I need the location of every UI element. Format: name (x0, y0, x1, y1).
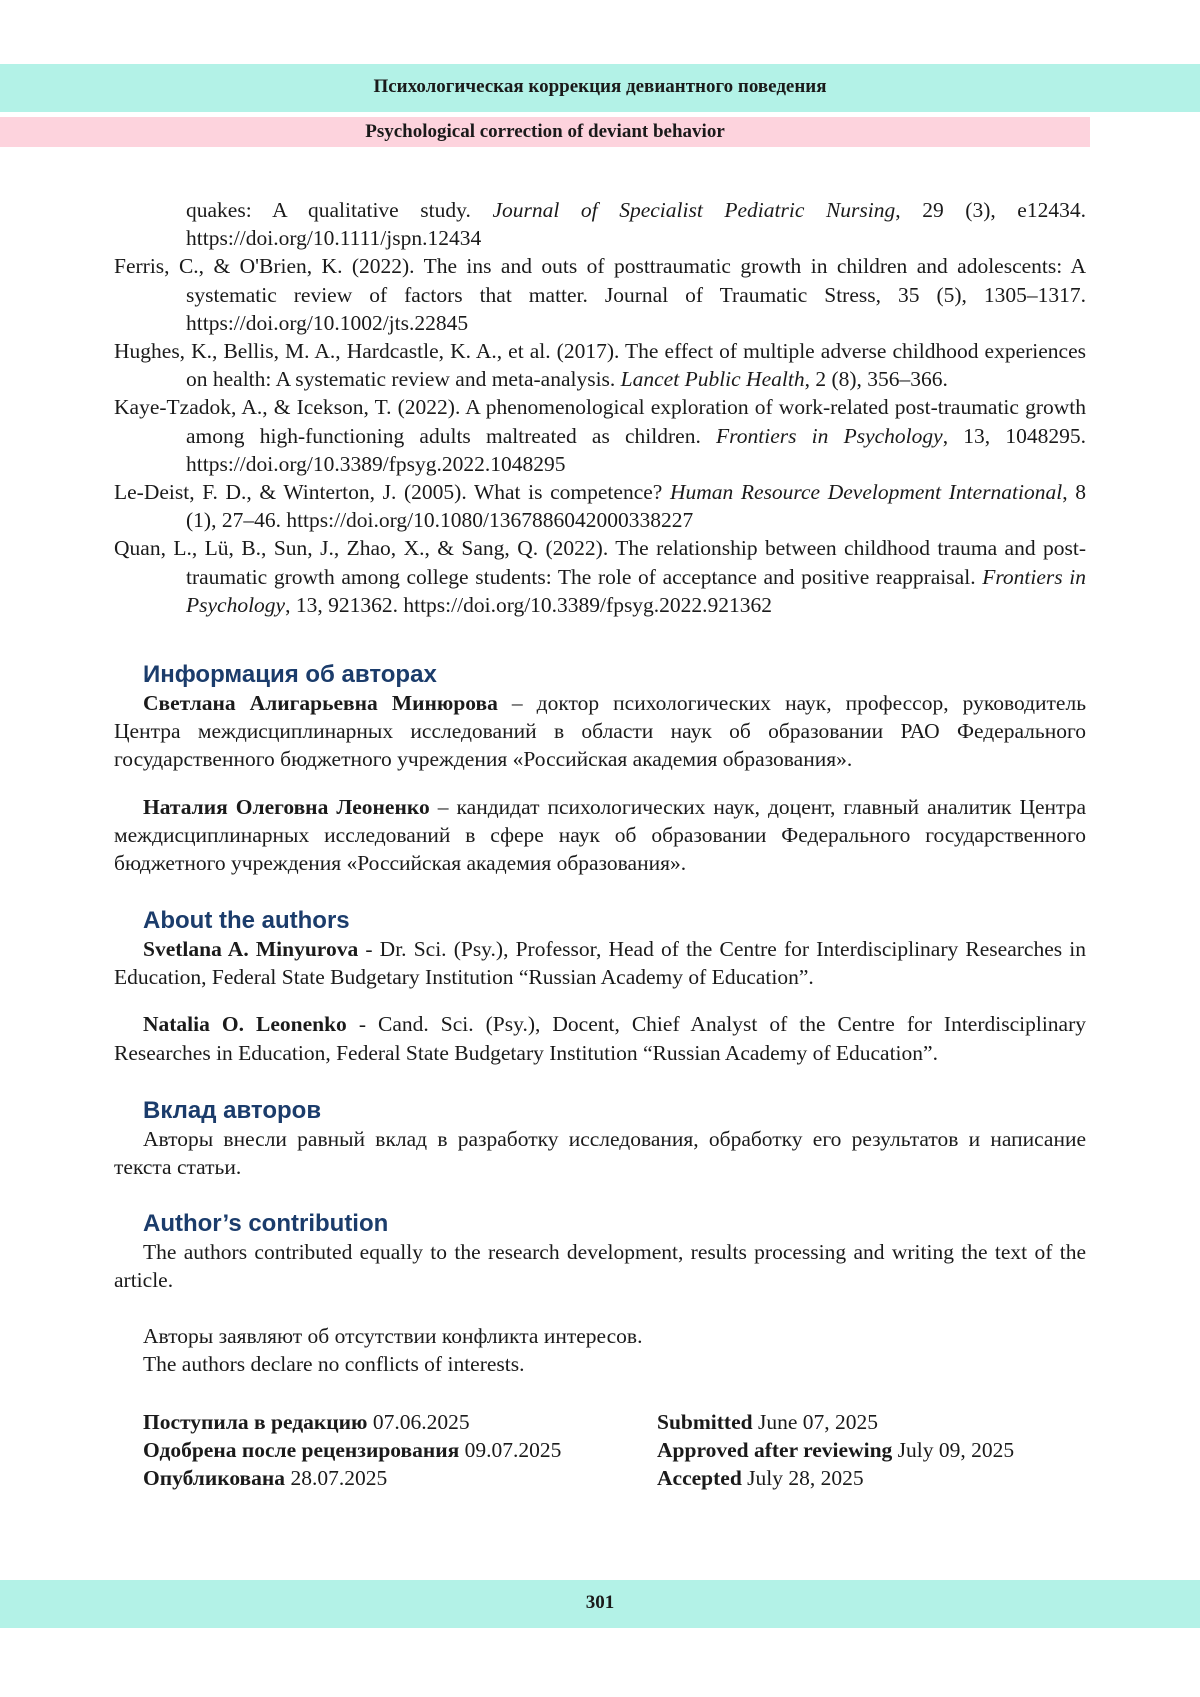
author-bio: Светлана Алигарьевна Минюрова – доктор психологических наук, профессор, руководитель Центра междисциплинарных исследований в области наук об образовании РАО Федерального государственного бюджетного учреждения «Российская академия образования». (114, 691, 1087, 772)
date-row: Опубликована 28.07.2025 (143, 1466, 388, 1491)
author-name: Natalia O. Leonenko (143, 1012, 347, 1037)
author-name: Наталия Олеговна Леоненко (143, 794, 430, 819)
section-heading: Author’s contribution (143, 1210, 389, 1237)
section-heading: Информация об авторах (143, 661, 437, 688)
reference-item: Hughes, K., Bellis, M. A., Hardcastle, K. A., et al. (2017). The effect of multiple adverse childhood experiences on health: A systematic review and meta-analysis. Lancet Public Health, 2 (8), 356–366. (114, 339, 1086, 392)
authors-info-ru (114, 660, 1086, 877)
author-name: Svetlana A. Minyurova (143, 937, 359, 961)
page-number: 301 (585, 1592, 615, 1613)
reference-item: Le-Deist, F. D., & Winterton, J. (2005). What is competence? Human Resource Development International, 8 (1), 27–46. https://doi.org/10.1080/1367886042000338227 (114, 480, 1086, 533)
author-bio: Svetlana A. Minyurova - Dr. Sci. (Psy.), Professor, Head of the Centre for Interdisciplinary Researches in Education, Federal State Budgetary Institution “Russian Academy of Education”. (114, 937, 1086, 990)
reference-item: Kaye-Tzadok, A., & Icekson, T. (2022). A phenomenological exploration of work-related post-traumatic growth among high-functioning adults maltreated as children. Frontiers in Psychology, 13, 1048295. https://doi.org/10.3389/fpsyg.2022.1048295 (114, 395, 1086, 476)
contribution-en (114, 1209, 1086, 1294)
date-row: Одобрена после рецензирования 09.07.2025 (143, 1438, 562, 1463)
subheader-band (0, 117, 1090, 147)
date-row: Поступила в редакцию 07.06.2025 (143, 1410, 470, 1434)
reference-list (114, 196, 1086, 619)
footer-band (0, 1580, 1200, 1628)
author-bio: Наталия Олеговна Леоненко – кандидат психологических наук, доцент, главный аналитик Центра междисциплинарных исследований в сфере наук об образовании Федерального государственного бюджетного учреждения «Российская академия образования». (114, 794, 1086, 876)
date-row: Submitted June 07, 2025 (657, 1410, 878, 1434)
dates-ru (143, 1408, 561, 1493)
contribution-text: The authors contributed equally to the research development, results processing and writing the text of the article. (114, 1240, 1086, 1293)
date-row: Accepted July 28, 2025 (657, 1466, 864, 1491)
conflict-en: The authors declare no conflicts of interests. (143, 1352, 525, 1377)
contribution-ru (114, 1096, 1086, 1181)
contribution-text: Авторы внесли равный вклад в разработку исследования, обработку его результатов и написание текста статьи. (114, 1127, 1086, 1180)
section-heading: About the authors (143, 907, 350, 934)
author-bio: Natalia O. Leonenko - Cand. Sci. (Psy.), Docent, Chief Analyst of the Centre for Interdisciplinary Researches in Education, Federal State Budgetary Institution “Russian Academy of Education”. (114, 1012, 1087, 1065)
conflict-ru: Авторы заявляют об отсутствии конфликта интересов. (143, 1324, 643, 1348)
author-name: Светлана Алигарьевна Минюрова (143, 691, 498, 715)
authors-info-en (114, 906, 1086, 1067)
reference-item: Quan, L., Lü, B., Sun, J., Zhao, X., & Sang, Q. (2022). The relationship between childhood trauma and post-traumatic growth among college students: The role of acceptance and positive reappraisal. Frontiers in Psychology, 13, 921362. https://doi.org/10.3389/fpsyg.2022.921362 (114, 536, 1087, 617)
conflict-statement (114, 1322, 1086, 1378)
reference-item: quakes: A qualitative study. Journal of Specialist Pediatric Nursing, 29 (3), e12434. https://doi.org/10.1111/jspn.12434 (186, 198, 1086, 251)
journal-title-ru: Психологическая коррекция девиантного поведения (373, 76, 827, 97)
header-band (0, 64, 1200, 112)
journal-title-en: Psychological correction of deviant behavior (365, 121, 725, 142)
date-row: Approved after reviewing July 09, 2025 (657, 1438, 1015, 1463)
reference-item: Ferris, C., & O'Brien, K. (2022). The ins and outs of posttraumatic growth in children and adolescents: A systematic review of factors that matter. Journal of Traumatic Stress, 35 (5), 1305–1317. https://doi.org/10.1002/jts.22845 (114, 254, 1086, 335)
section-heading: Вклад авторов (143, 1097, 322, 1124)
dates-en (657, 1408, 1014, 1493)
